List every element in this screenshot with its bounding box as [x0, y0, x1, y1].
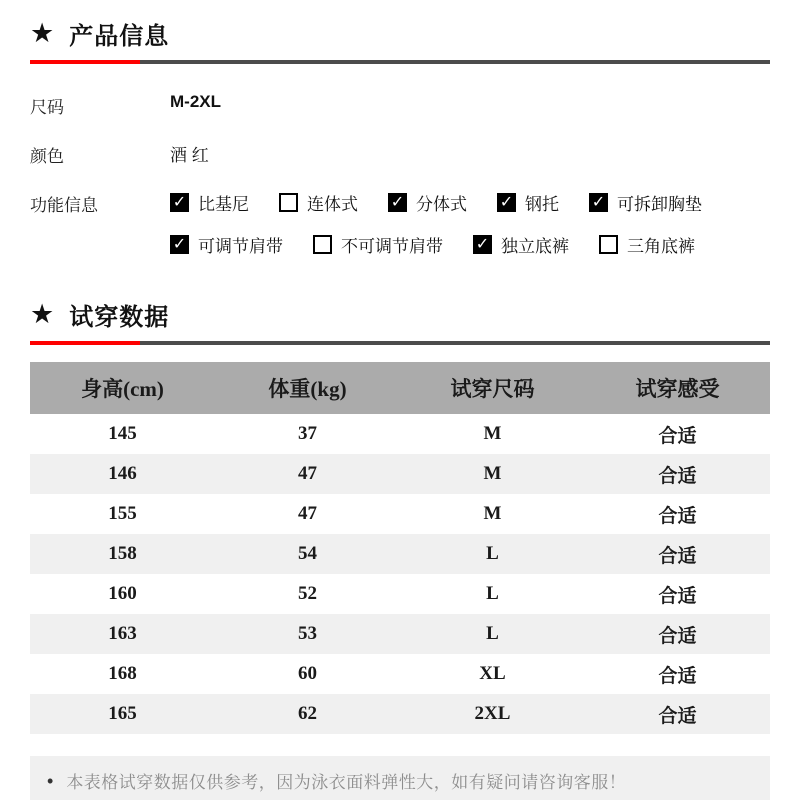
table-cell: M: [483, 503, 502, 524]
table-row: [30, 654, 770, 694]
fitting-data-title: 试穿数据: [69, 303, 170, 331]
section-divider: [30, 60, 770, 64]
note-text: 本表格试穿数据仅供参考，因为泳衣面料弹性大，如有疑问请咨询客服！: [66, 773, 627, 792]
divider-gray-segment: [140, 60, 770, 64]
table-row: [30, 694, 770, 734]
size-label: 尺码: [30, 98, 64, 117]
table-cell: 53: [215, 614, 400, 654]
checkbox-checked-icon: ✓: [473, 235, 492, 254]
color-row: [30, 141, 770, 167]
table-row: [30, 614, 770, 654]
feature-item: [279, 190, 358, 215]
table-header-cell: 试穿尺码: [400, 362, 585, 414]
table-cell: 合适: [658, 665, 697, 687]
fitting-table-header-row: [30, 362, 770, 414]
table-row: [30, 534, 770, 574]
table-cell: M: [400, 454, 585, 494]
table-cell: 160: [108, 583, 137, 604]
table-cell: XL: [479, 663, 506, 684]
divider-red-segment: [30, 341, 140, 345]
features-label: 功能信息: [30, 196, 98, 215]
table-cell: 合适: [658, 505, 697, 527]
feature-item: [170, 190, 249, 215]
feature-item: [599, 232, 695, 257]
table-cell: L: [400, 534, 585, 574]
fitting-table: [30, 362, 770, 734]
note-box: [30, 756, 770, 800]
feature-item: [170, 232, 283, 257]
table-cell: M: [483, 423, 502, 444]
feature-label: 三角底裤: [627, 237, 695, 256]
checkbox-unchecked-icon: [279, 193, 298, 212]
table-cell: 47: [298, 503, 317, 524]
fitting-data-header: [30, 293, 770, 335]
bullet-icon: •: [47, 770, 54, 791]
feature-item: [589, 190, 702, 215]
feature-label: 比基尼: [198, 195, 249, 214]
star-icon: ★: [30, 298, 55, 329]
section-divider: [30, 341, 770, 345]
divider-gray-segment: [140, 341, 770, 345]
checkbox-checked-icon: ✓: [170, 193, 189, 212]
fitting-data-section: [30, 293, 770, 800]
table-cell: 合适: [585, 534, 770, 574]
table-row: [30, 574, 770, 614]
checkbox-checked-icon: ✓: [589, 193, 608, 212]
table-cell: 52: [298, 583, 317, 604]
product-info-section: [30, 12, 770, 257]
feature-label: 不可调节肩带: [341, 237, 443, 256]
feature-line-2: [170, 232, 702, 257]
feature-line-1: [170, 190, 702, 215]
feature-item: [388, 190, 467, 215]
checkbox-unchecked-icon: [599, 235, 618, 254]
table-cell: 168: [108, 663, 137, 684]
product-info-header: [30, 12, 770, 54]
checkbox-checked-icon: ✓: [170, 235, 189, 254]
table-cell: 2XL: [400, 694, 585, 734]
product-info-title: 产品信息: [69, 22, 170, 50]
size-value: M-2XL: [170, 92, 221, 111]
feature-item: [497, 190, 559, 215]
star-icon: ★: [30, 17, 55, 48]
feature-label: 可调节肩带: [198, 237, 283, 256]
feature-label: 分体式: [416, 195, 467, 214]
table-cell: L: [486, 583, 499, 604]
fitting-table-body: [30, 414, 770, 734]
checkbox-checked-icon: ✓: [497, 193, 516, 212]
feature-label: 可拆卸胸垫: [617, 195, 702, 214]
checkbox-unchecked-icon: [313, 235, 332, 254]
table-cell: L: [400, 614, 585, 654]
size-row: [30, 92, 770, 118]
table-cell: 54: [215, 534, 400, 574]
feature-label: 独立底裤: [501, 237, 569, 256]
table-header-cell: 身高(cm): [30, 362, 215, 414]
table-cell: 62: [215, 694, 400, 734]
table-cell: 合适: [585, 694, 770, 734]
table-row: [30, 414, 770, 454]
table-cell: 145: [108, 423, 137, 444]
table-cell: 37: [298, 423, 317, 444]
table-cell: 合适: [658, 425, 697, 447]
table-cell: 60: [298, 663, 317, 684]
feature-lines: [170, 190, 702, 257]
table-row: [30, 454, 770, 494]
features-row: [30, 190, 770, 257]
table-cell: 合适: [585, 454, 770, 494]
feature-label: 钢托: [525, 195, 559, 214]
table-cell: 合适: [585, 614, 770, 654]
checkbox-checked-icon: ✓: [388, 193, 407, 212]
feature-item: [473, 232, 569, 257]
color-value: 酒 红: [170, 146, 209, 165]
divider-red-segment: [30, 60, 140, 64]
feature-label: 连体式: [307, 195, 358, 214]
table-cell: 165: [30, 694, 215, 734]
table-row: [30, 494, 770, 534]
table-cell: 47: [215, 454, 400, 494]
fitting-table-head: [30, 362, 770, 414]
table-header-cell: 体重(kg): [215, 362, 400, 414]
table-cell: 163: [30, 614, 215, 654]
product-info-fields: [30, 92, 770, 257]
table-cell: 155: [108, 503, 137, 524]
feature-item: [313, 232, 443, 257]
table-cell: 146: [30, 454, 215, 494]
table-cell: 合适: [658, 585, 697, 607]
color-label: 颜色: [30, 147, 64, 166]
table-cell: 158: [30, 534, 215, 574]
table-header-cell: 试穿感受: [585, 362, 770, 414]
